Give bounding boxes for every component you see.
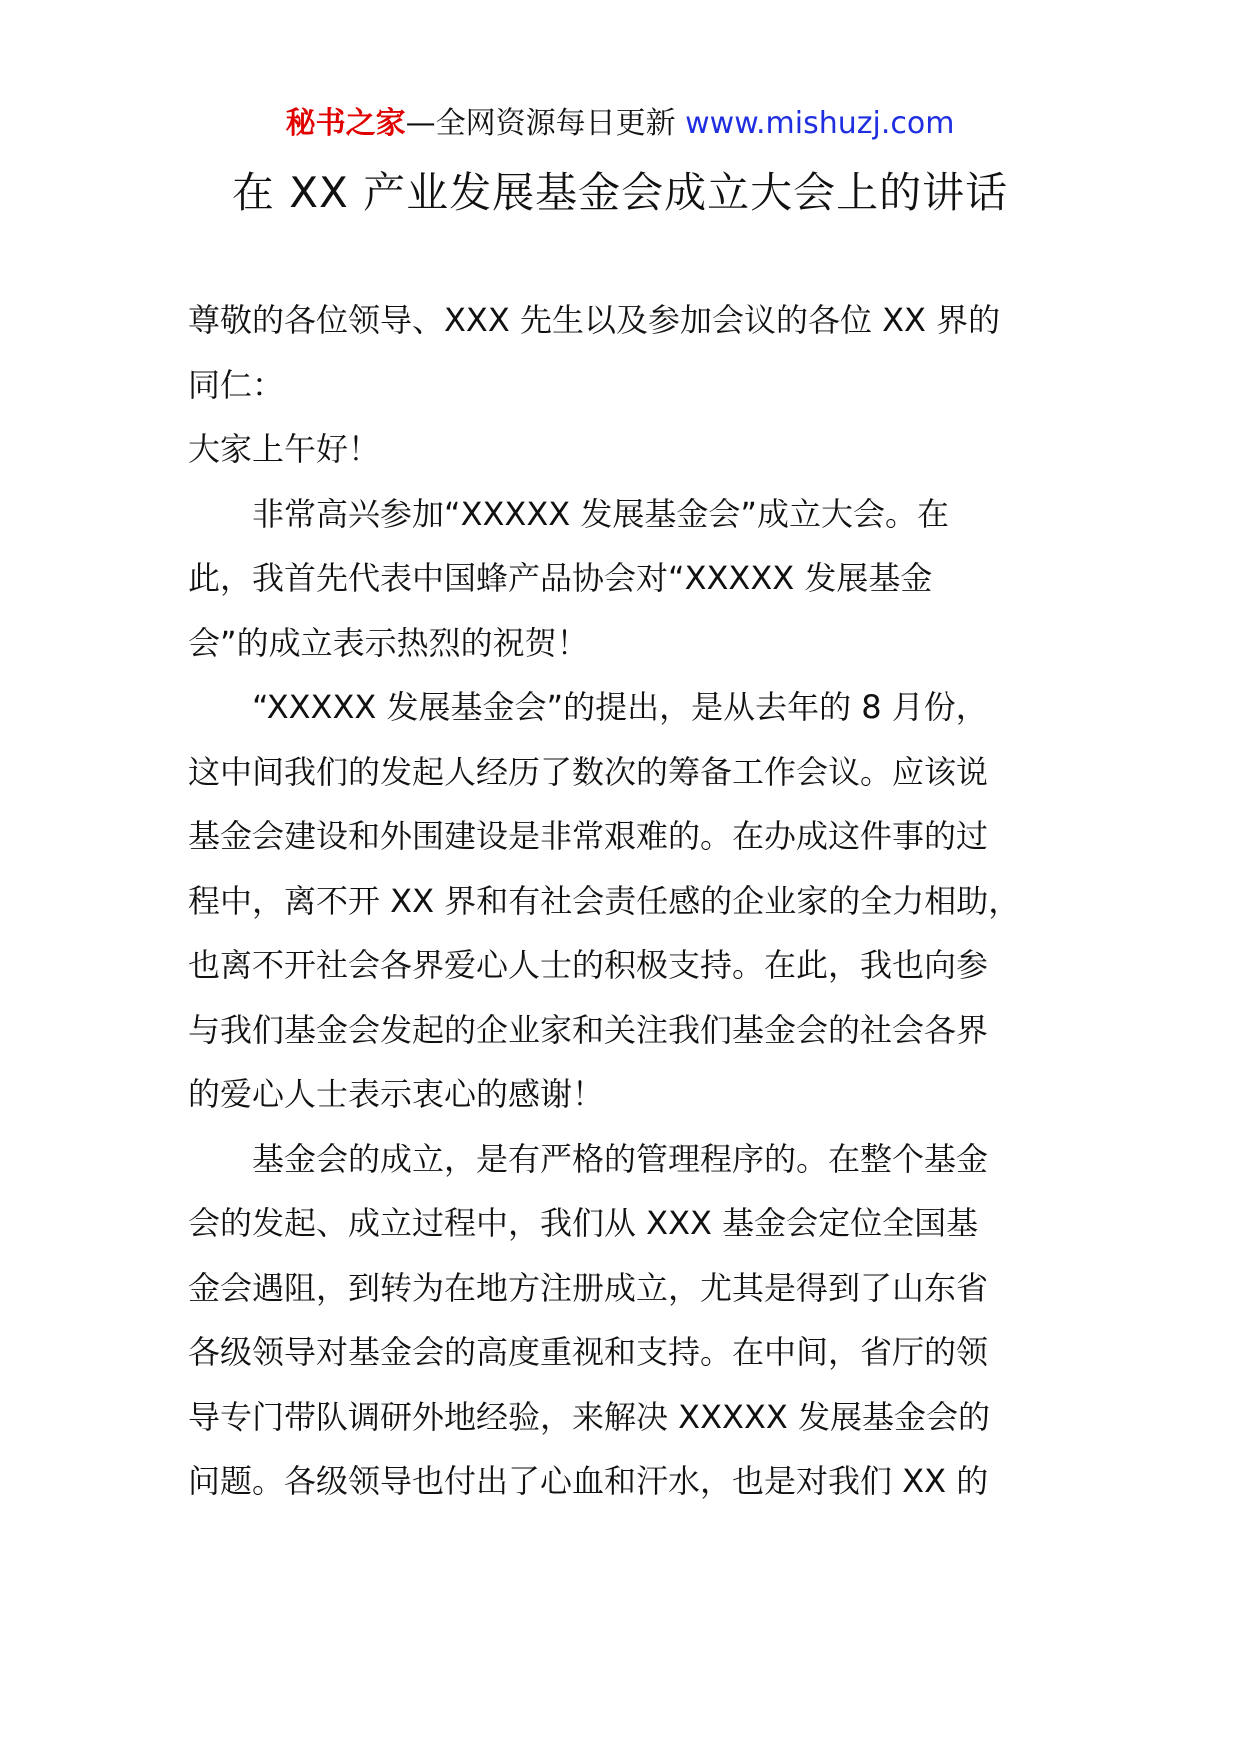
- text-line: 基金会建设和外围建设是非常艰难的。在办成这件事的过: [188, 817, 989, 855]
- text-line: 同仁：: [188, 365, 285, 404]
- header-slogan: —全网资源每日更新: [405, 106, 676, 141]
- site-header: [0, 100, 1240, 148]
- text-line: 这中间我们的发起人经历了数次的筹备工作会议。应该说: [188, 752, 989, 791]
- text-line: 问题。各级领导也付出了心血和汗水，也是对我们 XX 的: [188, 1462, 989, 1500]
- text-line: 金会遇阻，到转为在地方注册成立，尤其是得到了山东省: [188, 1268, 989, 1307]
- text-line: 会”的成立表示热烈的祝贺！: [188, 623, 589, 662]
- text-line: 与我们基金会发起的企业家和关注我们基金会的社会各界: [188, 1010, 989, 1049]
- text-line: 也离不开社会各界爱心人士的积极支持。在此，我也向参: [188, 946, 989, 984]
- paragraph-first-line: 非常高兴参加“XXXXX 发展基金会”成立大会。在: [252, 494, 949, 533]
- site-url[interactable]: www.mishuzj.com: [685, 106, 955, 141]
- text-line: 会的发起、成立过程中，我们从 XXX 基金会定位全国基: [188, 1204, 979, 1242]
- document-body: [188, 288, 1088, 1514]
- paragraph-first-line: 基金会的成立，是有严格的管理程序的。在整个基金: [252, 1139, 989, 1178]
- paragraph-first-line: “XXXXX 发展基金会”的提出，是从去年的 8 月份，: [252, 688, 988, 726]
- text-line: 程中，离不开 XX 界和有社会责任感的企业家的全力相助，: [188, 881, 1021, 920]
- document-title: 在 XX 产业发展基金会成立大会上的讲话: [231, 168, 1009, 217]
- brand-name: 秘书之家: [285, 106, 406, 141]
- text-line: 此，我首先代表中国蜂产品协会对“XXXXX 发展基金: [188, 559, 933, 597]
- text-line: 尊敬的各位领导、XXX 先生以及参加会议的各位 XX 界的: [188, 301, 1001, 339]
- text-line: 大家上午好！: [188, 430, 381, 468]
- text-line: 导专门带队调研外地经验，来解决 XXXXX 发展基金会的: [188, 1397, 990, 1436]
- text-line: 各级领导对基金会的高度重视和支持。在中间，省厅的领: [188, 1333, 989, 1371]
- text-line: 的爱心人士表示衷心的感谢！: [188, 1075, 605, 1113]
